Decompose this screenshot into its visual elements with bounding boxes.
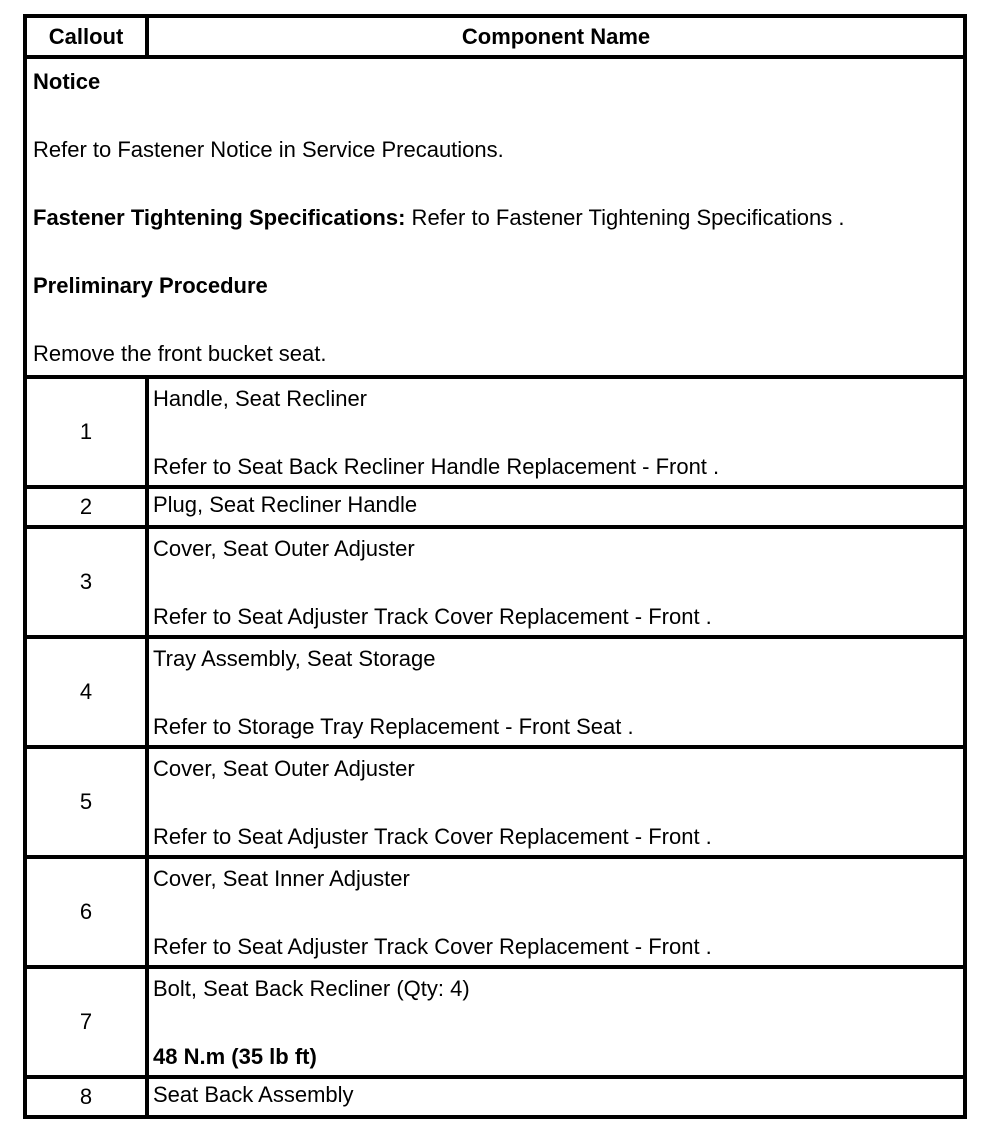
callout-cell: 2 xyxy=(25,487,147,527)
component-cell xyxy=(147,967,965,1077)
table-row xyxy=(25,527,965,637)
component-cell xyxy=(147,487,965,527)
component-table xyxy=(23,14,967,1119)
torque-spec: 48 N.m (35 lb ft) xyxy=(153,1044,317,1069)
callout-cell: 1 xyxy=(25,377,147,487)
component-name: Seat Back Assembly xyxy=(153,1082,354,1107)
component-name: Plug, Seat Recliner Handle xyxy=(153,492,418,517)
header-component-name: Component Name xyxy=(147,16,965,57)
procedure-text: Remove the front bucket seat. xyxy=(33,341,327,366)
table-row xyxy=(25,637,965,747)
notice-cell xyxy=(25,57,965,377)
table-row xyxy=(25,857,965,967)
component-cell xyxy=(147,857,965,967)
component-name: Cover, Seat Inner Adjuster xyxy=(153,866,410,891)
callout-cell: 5 xyxy=(25,747,147,857)
component-name: Handle, Seat Recliner xyxy=(153,386,368,411)
callout-cell: 8 xyxy=(25,1077,147,1117)
header-callout: Callout xyxy=(25,16,147,57)
component-note: Refer to Seat Back Recliner Handle Replacement - Front . xyxy=(153,454,720,479)
callout-cell: 4 xyxy=(25,637,147,747)
callout-cell: 6 xyxy=(25,857,147,967)
table-row xyxy=(25,747,965,857)
component-name: Cover, Seat Outer Adjuster xyxy=(153,536,415,561)
table-row xyxy=(25,967,965,1077)
table-row xyxy=(25,1077,965,1117)
procedure-title: Preliminary Procedure xyxy=(33,273,268,298)
fastener-text: Refer to Fastener Tightening Specifications . xyxy=(405,205,845,230)
fastener-spec xyxy=(33,203,957,233)
callout-cell: 3 xyxy=(25,527,147,637)
component-name: Tray Assembly, Seat Storage xyxy=(153,646,436,671)
component-note: Refer to Seat Adjuster Track Cover Replacement - Front . xyxy=(153,824,712,849)
table-row xyxy=(25,377,965,487)
component-cell xyxy=(147,377,965,487)
callout-cell: 7 xyxy=(25,967,147,1077)
component-cell xyxy=(147,747,965,857)
component-note: Refer to Seat Adjuster Track Cover Replacement - Front . xyxy=(153,934,712,959)
header-row xyxy=(25,16,965,57)
notice-row xyxy=(25,57,965,377)
component-name: Bolt, Seat Back Recliner (Qty: 4) xyxy=(153,976,470,1001)
fastener-label: Fastener Tightening Specifications: xyxy=(33,205,406,230)
notice-text: Refer to Fastener Notice in Service Precautions. xyxy=(33,137,504,162)
notice-title: Notice xyxy=(33,69,101,94)
component-note: Refer to Seat Adjuster Track Cover Replacement - Front . xyxy=(153,604,712,629)
component-cell xyxy=(147,527,965,637)
component-cell xyxy=(147,1077,965,1117)
component-cell xyxy=(147,637,965,747)
table-row xyxy=(25,487,965,527)
component-note: Refer to Storage Tray Replacement - Front Seat . xyxy=(153,714,634,739)
component-name: Cover, Seat Outer Adjuster xyxy=(153,756,415,781)
